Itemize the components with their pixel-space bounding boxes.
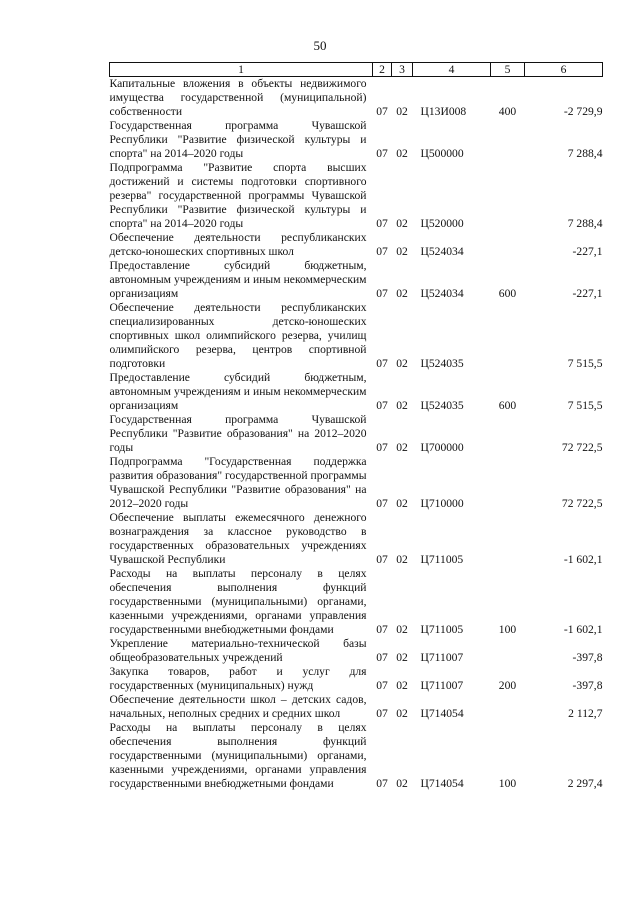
row-subsection: 02 xyxy=(396,651,408,664)
table-row xyxy=(110,231,603,259)
row-subsection: 02 xyxy=(396,623,408,636)
column-header-subsection: 3 xyxy=(392,63,413,77)
row-subsection: 02 xyxy=(396,245,408,258)
row-target-item: Ц520000 xyxy=(420,217,464,230)
table-row xyxy=(110,371,603,413)
row-section: 07 xyxy=(376,777,388,790)
row-target-item: Ц711005 xyxy=(420,553,464,566)
row-section: 07 xyxy=(376,399,388,412)
table-row xyxy=(110,511,603,567)
row-target-item: Ц711007 xyxy=(420,679,464,692)
row-expense-type: 200 xyxy=(498,679,517,692)
column-header-section: 2 xyxy=(373,63,392,77)
row-subsection: 02 xyxy=(396,287,408,300)
row-name: Закупка товаров, работ и услуг для государственных (муниципальных) нужд xyxy=(109,665,367,692)
row-name: Обеспечение деятельности республиканских специализированных детско-юношеских спортивных школ олимпийского резерва, училищ олимпийского резерва, центров спортивной подготовки xyxy=(109,301,367,370)
table-row xyxy=(110,637,603,665)
row-amount: 7 288,4 xyxy=(567,147,603,160)
row-subsection: 02 xyxy=(396,147,408,160)
row-target-item: Ц711005 xyxy=(420,623,464,636)
row-target-item: Ц524034 xyxy=(420,287,464,300)
row-subsection: 02 xyxy=(396,217,408,230)
row-name: Укрепление материально-технической базы общеобразовательных учреждений xyxy=(109,637,367,664)
row-amount: 72 722,5 xyxy=(561,497,603,510)
row-amount: 72 722,5 xyxy=(561,441,603,454)
row-expense-type xyxy=(491,231,525,259)
row-expense-type xyxy=(491,693,525,721)
row-expense-type xyxy=(491,161,525,231)
row-target-item: Ц13И008 xyxy=(420,105,467,118)
row-section: 07 xyxy=(376,217,388,230)
table-row xyxy=(110,693,603,721)
table-row xyxy=(110,259,603,301)
row-amount: -1 602,1 xyxy=(563,623,603,636)
table-row xyxy=(110,721,603,791)
row-name: Предоставление субсидий бюджетным, автономным учреждениям и иным некоммерческим организациям xyxy=(109,371,367,412)
row-subsection: 02 xyxy=(396,399,408,412)
row-name: Обеспечение деятельности республиканских детско-юношеских спортивных школ xyxy=(109,231,367,258)
row-name: Государственная программа Чувашской Республики "Развитие физической культуры и спорта" на 2014–2020 годы xyxy=(109,119,367,160)
row-target-item: Ц714054 xyxy=(420,707,464,720)
row-expense-type: 600 xyxy=(498,287,517,300)
row-amount: -227,1 xyxy=(572,245,603,258)
row-subsection: 02 xyxy=(396,707,408,720)
row-expense-type: 400 xyxy=(498,105,517,118)
row-expense-type: 100 xyxy=(498,777,517,790)
row-section: 07 xyxy=(376,651,388,664)
row-amount: -397,8 xyxy=(572,651,603,664)
row-section: 07 xyxy=(376,497,388,510)
row-name: Обеспечение деятельности школ – детских садов, начальных, неполных средних и средних школ xyxy=(109,693,367,720)
row-name: Предоставление субсидий бюджетным, автономным учреждениям и иным некоммерческим организациям xyxy=(109,259,367,300)
row-amount: -397,8 xyxy=(572,679,603,692)
column-header-expense-type: 5 xyxy=(491,63,525,77)
table-header-row xyxy=(110,63,603,77)
row-expense-type xyxy=(491,301,525,371)
row-section: 07 xyxy=(376,707,388,720)
row-amount: 7 515,5 xyxy=(567,399,603,412)
budget-table xyxy=(109,62,603,791)
table-row xyxy=(110,119,603,161)
row-name: Капитальные вложения в объекты недвижимого имущества государственной (муниципальной) собственности xyxy=(109,77,367,118)
row-subsection: 02 xyxy=(396,441,408,454)
table-row xyxy=(110,77,603,120)
row-target-item: Ц524035 xyxy=(420,399,464,412)
row-section: 07 xyxy=(376,105,388,118)
row-amount: 2 112,7 xyxy=(568,707,603,720)
row-expense-type: 100 xyxy=(498,623,517,636)
row-name: Расходы на выплаты персоналу в целях обеспечения выполнения функций государственными (муниципальными) органами, казенными учреждениями, органами управления государственными внебюджетными фондами xyxy=(109,567,367,636)
table-body xyxy=(110,77,603,792)
row-amount: 7 288,4 xyxy=(567,217,603,230)
table-row xyxy=(110,301,603,371)
row-name: Обеспечение выплаты ежемесячного денежного вознаграждения за классное руководство в государственных образовательных учреждениях Чувашской Республики xyxy=(109,511,367,566)
row-amount: 2 297,4 xyxy=(567,777,603,790)
column-header-amount: 6 xyxy=(525,63,603,77)
row-subsection: 02 xyxy=(396,679,408,692)
row-expense-type xyxy=(491,511,525,567)
column-header-target-item: 4 xyxy=(413,63,491,77)
row-name: Государственная программа Чувашской Республики "Развитие образования" на 2012–2020 годы xyxy=(109,413,367,454)
row-expense-type xyxy=(491,637,525,665)
row-name: Расходы на выплаты персоналу в целях обеспечения выполнения функций государственными (муниципальными) органами, казенными учреждениями, органами управления государственными внебюджетными фондами xyxy=(109,721,367,790)
row-expense-type xyxy=(491,119,525,161)
row-subsection: 02 xyxy=(396,553,408,566)
row-target-item: Ц500000 xyxy=(420,147,464,160)
row-subsection: 02 xyxy=(396,105,408,118)
row-section: 07 xyxy=(376,147,388,160)
row-expense-type xyxy=(491,413,525,455)
row-target-item: Ц714054 xyxy=(420,777,464,790)
row-expense-type: 600 xyxy=(498,399,517,412)
row-section: 07 xyxy=(376,245,388,258)
row-subsection: 02 xyxy=(396,357,408,370)
row-subsection: 02 xyxy=(396,777,408,790)
row-amount: -2 729,9 xyxy=(563,105,603,118)
page-number: 50 xyxy=(313,38,327,53)
row-section: 07 xyxy=(376,553,388,566)
row-target-item: Ц524034 xyxy=(420,245,464,258)
row-amount: 7 515,5 xyxy=(567,357,603,370)
row-amount: -1 602,1 xyxy=(563,553,603,566)
column-header-name: 1 xyxy=(110,63,373,77)
table-row xyxy=(110,413,603,455)
table-row xyxy=(110,665,603,693)
table-row xyxy=(110,455,603,511)
row-section: 07 xyxy=(376,287,388,300)
table-row xyxy=(110,161,603,231)
row-name: Подпрограмма "Развитие спорта высших достижений и системы подготовки спортивного резерва" государственной программы Чувашской Республики "Развитие физической культуры и спорта" на 2014–2020 годы xyxy=(109,161,367,230)
row-name: Подпрограмма "Государственная поддержка развития образования" государственной программы Чувашской Республики "Развитие образования" на 2012–2020 годы xyxy=(109,455,367,510)
row-section: 07 xyxy=(376,357,388,370)
row-section: 07 xyxy=(376,623,388,636)
row-section: 07 xyxy=(376,441,388,454)
row-target-item: Ц710000 xyxy=(420,497,464,510)
row-target-item: Ц700000 xyxy=(420,441,464,454)
table-row xyxy=(110,567,603,637)
row-section: 07 xyxy=(376,679,388,692)
row-expense-type xyxy=(491,455,525,511)
row-target-item: Ц524035 xyxy=(420,357,464,370)
row-subsection: 02 xyxy=(396,497,408,510)
row-target-item: Ц711007 xyxy=(420,651,464,664)
row-amount: -227,1 xyxy=(572,287,603,300)
